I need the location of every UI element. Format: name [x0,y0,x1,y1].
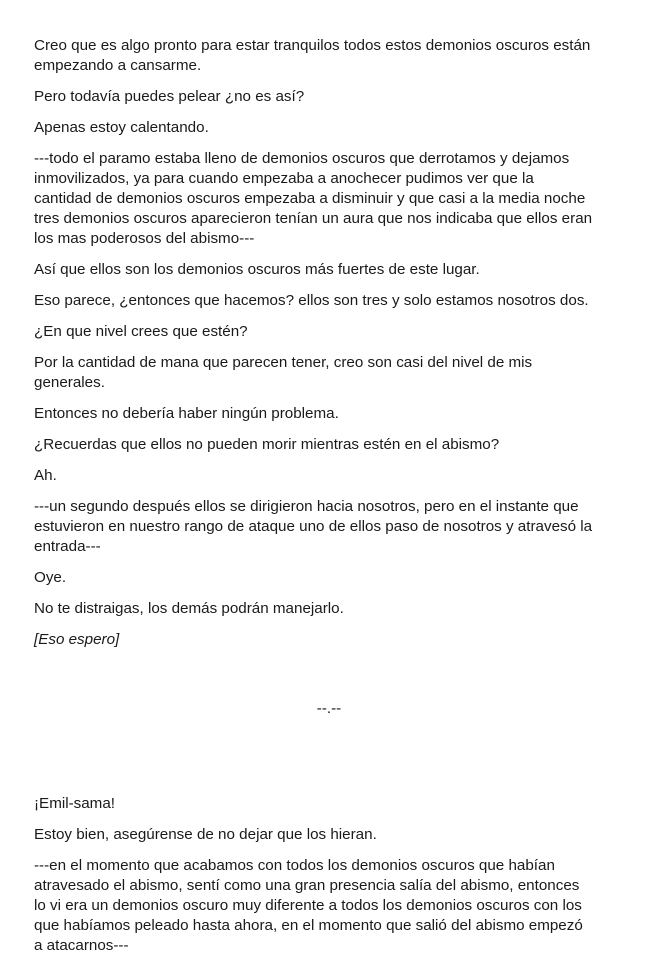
paragraph-11: Ah. [34,467,57,484]
paragraph-16: Estoy bien, asegúrense de no dejar que los hieran. [34,826,377,843]
paragraph-1: Creo que es algo pronto para estar tranquilos todos estos demonios oscuros están empezando a cansarme. [34,37,591,74]
paragraph-3: Apenas estoy calentando. [34,119,209,136]
paragraph-5: Así que ellos son los demonios oscuros más fuertes de este lugar. [34,261,480,278]
paragraph-14: No te distraigas, los demás podrán manejarlo. [34,600,344,617]
paragraph-17: ---en el momento que acabamos con todos los demonios oscuros que habían atravesado el abismo, sentí como una gran presencia salía del abismo, entonces lo vi era un demonios oscuro muy diferente a todos los demonios oscuros con los que habíamos peleado hasta ahora, en el momento que salió del abismo empezó a atacarnos--- [34,857,583,954]
scene-separator: --.-- [316,700,342,717]
paragraph-7: ¿En que nivel crees que estén? [34,323,248,340]
italic-thought: [Eso espero] [34,631,120,648]
paragraph-13: Oye. [34,569,67,586]
paragraph-12: ---un segundo después ellos se dirigieron hacia nosotros, pero en el instante que estuvieron en nuestro rango de ataque uno de ellos paso de nosotros y atravesó la entrada--- [34,498,593,555]
paragraph-10: ¿Recuerdas que ellos no pueden morir mientras estén en el abismo? [34,436,500,453]
paragraph-2: Pero todavía puedes pelear ¿no es así? [34,88,305,105]
paragraph-6: Eso parece, ¿entonces que hacemos? ellos son tres y solo estamos nosotros dos. [34,292,589,309]
document-page [34,36,594,967]
paragraph-15: ¡Emil-sama! [34,795,116,812]
paragraph-8: Por la cantidad de mana que parecen tener, creo son casi del nivel de mis generales. [34,354,533,391]
paragraph-4: ---todo el paramo estaba lleno de demonios oscuros que derrotamos y dejamos inmovilizados, ya para cuando empezaba a anochecer pudimos ver que la cantidad de demonios oscuros empezaba a disminuir y que casi a la media noche tres demonios oscuros aparecieron tenían un aura que nos indicaba que ellos eran los mas poderosos del abismo--- [34,150,593,247]
paragraph-9: Entonces no debería haber ningún problema. [34,405,339,422]
